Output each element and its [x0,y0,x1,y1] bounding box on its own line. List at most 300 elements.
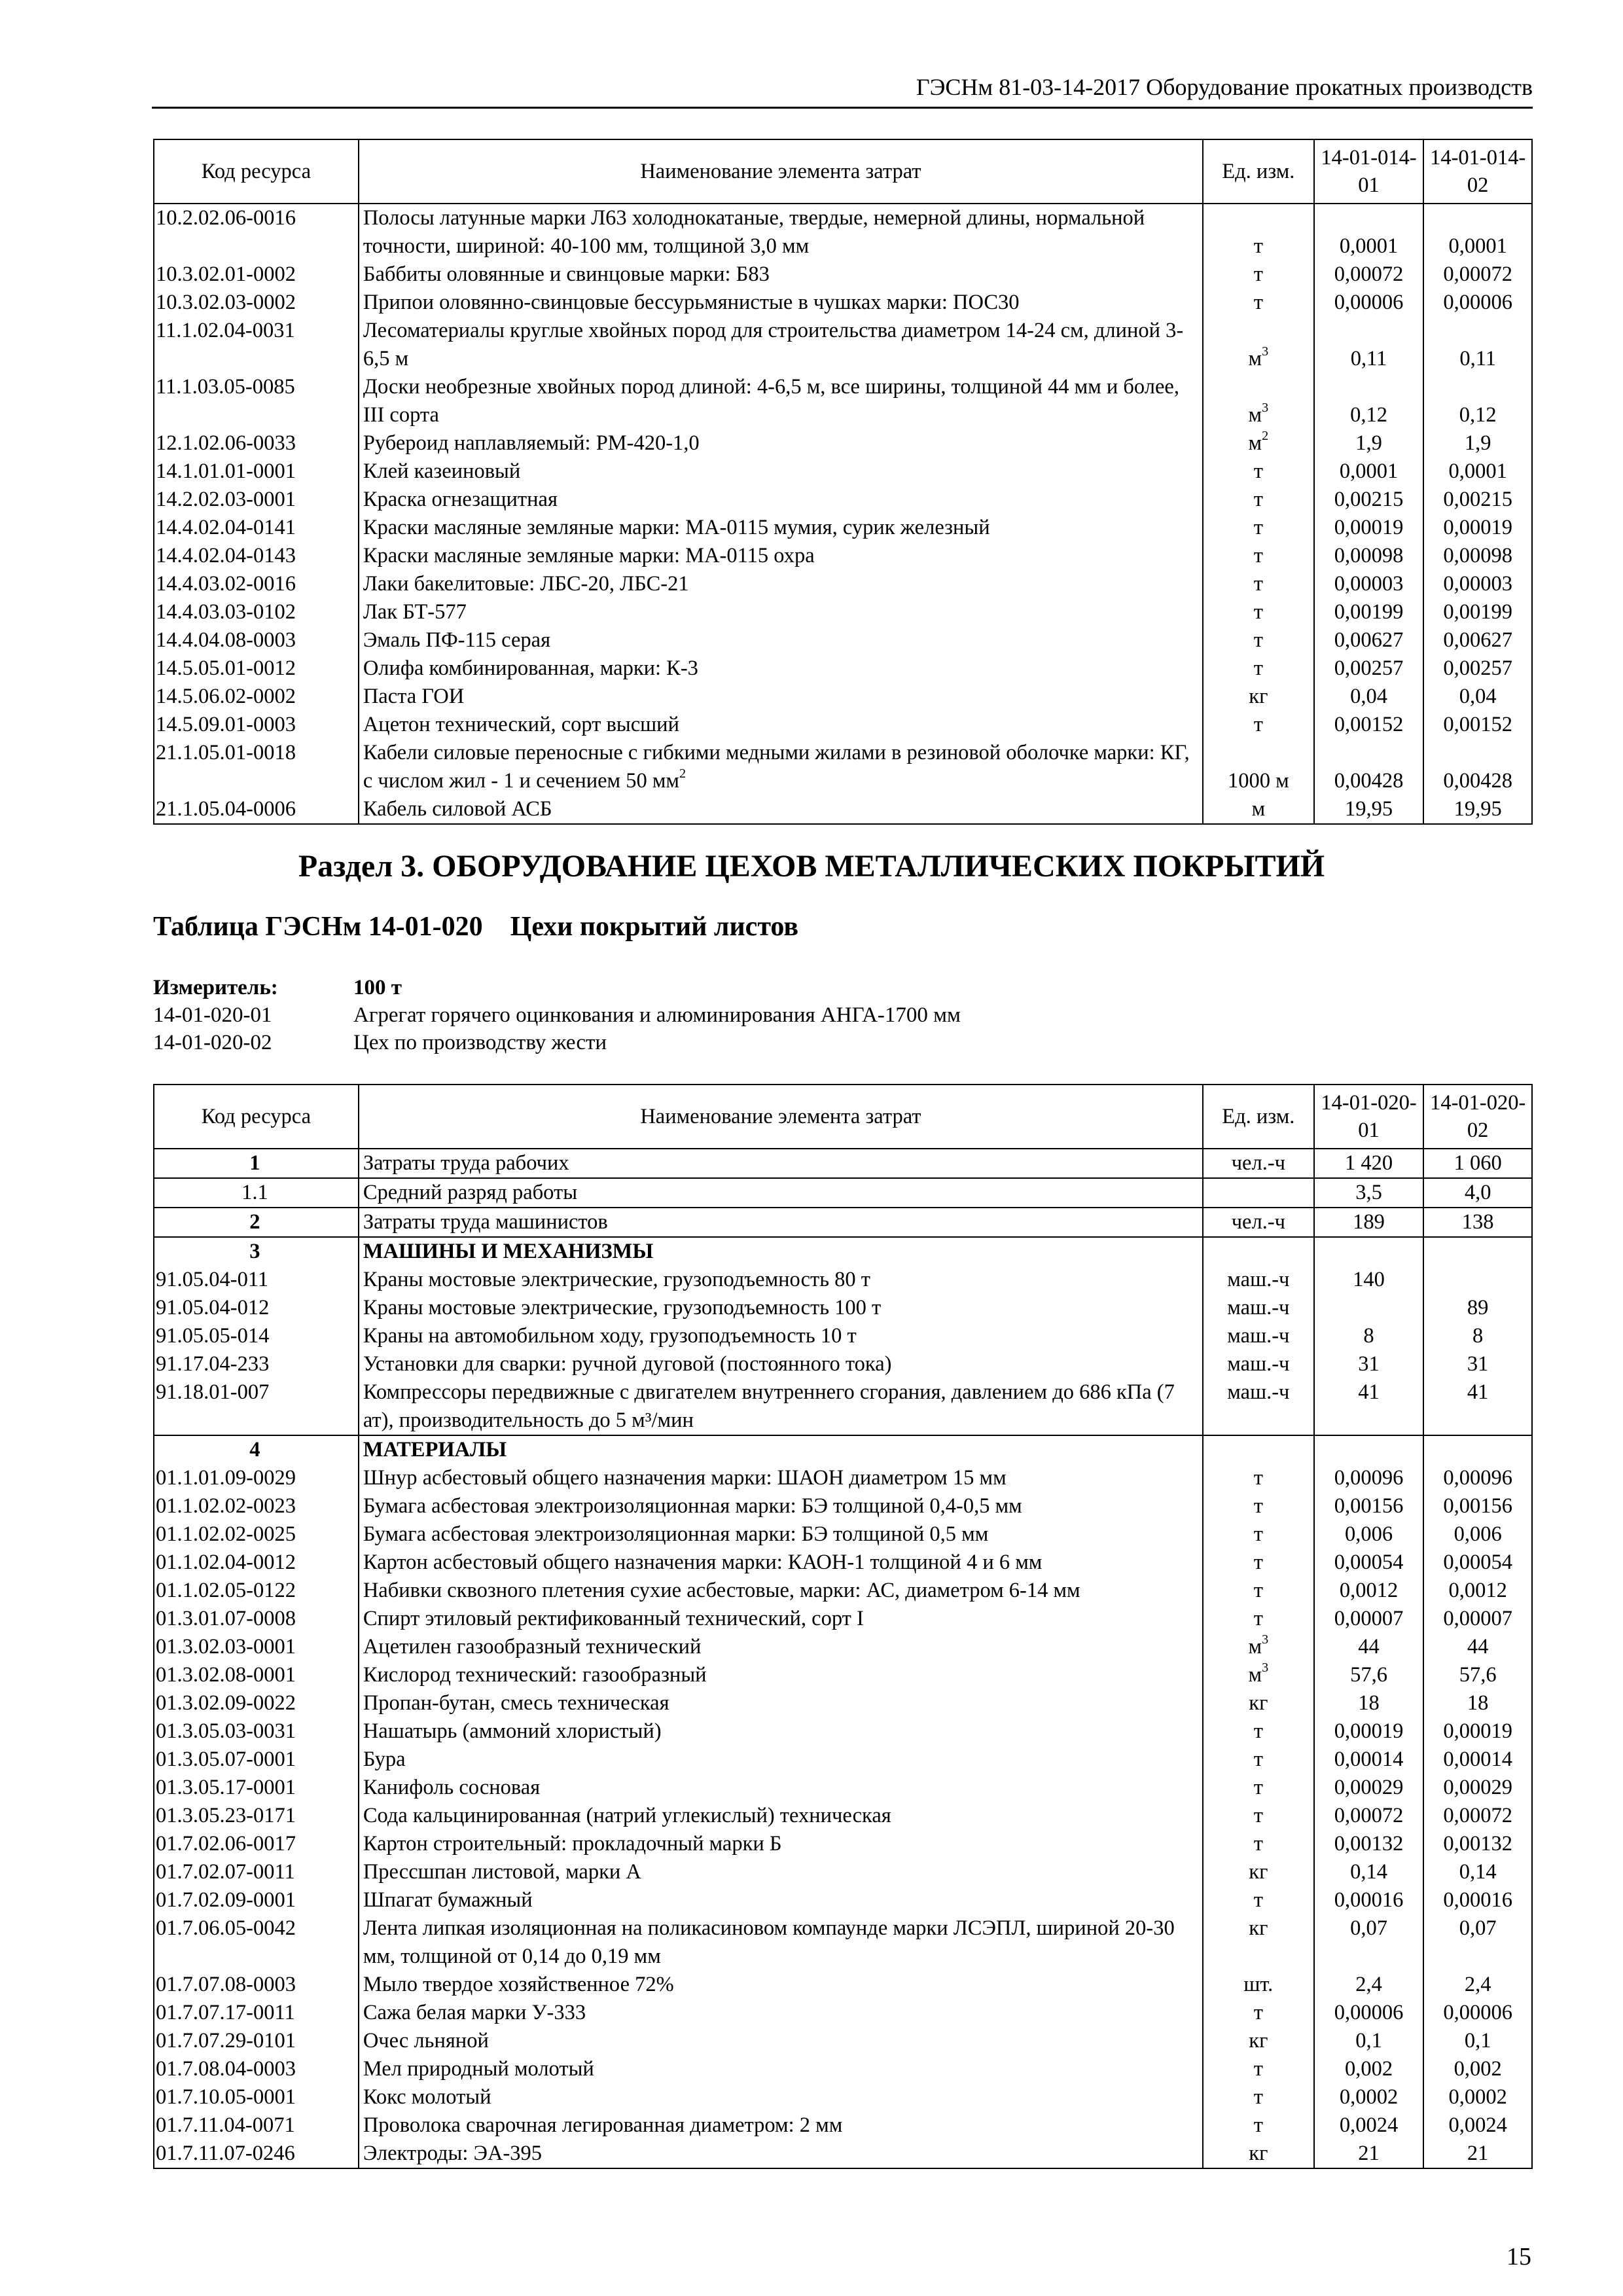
resource-code: 10.3.02.03-0002 [154,289,359,317]
table-row [154,570,1532,598]
table-row [154,486,1532,514]
resource-name-text: Бумага асбестовая электроизоляционная марки: БЭ толщиной 0,5 мм [363,1522,989,1546]
resource-code: 01.3.05.23-0171 [154,1802,359,1830]
resource-name [359,1774,1203,1802]
resource-value-1: 0,14 [1314,1858,1424,1886]
resource-name [359,683,1203,711]
resource-code: 91.05.04-012 [154,1294,359,1322]
table-row [154,1858,1532,1886]
resource-name-text: Шпагат бумажный [363,1888,533,1912]
resource-value-1: 0,0001 [1314,457,1424,486]
resource-unit [1203,1208,1314,1237]
resource-unit-text: т [1253,1466,1263,1490]
resource-name-text: Полосы латунные марки Л63 холоднокатаные, твердые, немерной длины, нормальной точности, шириной: 40-100 мм, толщиной 3,0 мм [363,206,1145,258]
resource-value-2: 0,00199 [1423,598,1532,626]
resource-value-2: 21 [1423,2140,1532,2168]
resource-value-2: 0,00096 [1423,1464,1532,1492]
resource-value-1: 0,00019 [1314,1717,1424,1746]
resource-name-text: Мыло твердое хозяйственное 72% [363,1973,674,1996]
resource-unit-text: т [1253,1494,1263,1518]
resource-value-1: 41 [1314,1378,1424,1435]
resource-value-1: 0,00215 [1314,486,1424,514]
resource-unit-text: кг [1249,1860,1268,1884]
resource-name-text: Рубероид наплавляемый: РМ-420-1,0 [363,431,700,455]
resource-code: 11.1.02.04-0031 [154,317,359,373]
table-row [154,457,1532,486]
table-row [154,626,1532,655]
col-header-name: Наименование элемента затрат [359,1085,1203,1149]
table-row [154,542,1532,570]
resource-name [359,289,1203,317]
resource-value-1: 18 [1314,1689,1424,1717]
table-row [154,1830,1532,1858]
resource-value-2: 0,0001 [1423,457,1532,486]
table-row [154,1971,1532,1999]
resource-value-2 [1423,1266,1532,1294]
table-row [154,1633,1532,1661]
resource-code: 11.1.03.05-0085 [154,373,359,429]
resource-unit-text: т [1253,1748,1263,1771]
resource-value-1: 0,002 [1314,2055,1424,2083]
table-row [154,1464,1532,1492]
resource-name [359,795,1203,824]
resource-unit-text: т [1253,1776,1263,1799]
resource-code: 14.1.01.01-0001 [154,457,359,486]
resource-unit-text: т [1253,488,1263,511]
running-header-title: ГЭСНм 81-03-14-2017 Оборудование прокатных производств [916,74,1533,100]
resource-value-1: 0,00199 [1314,598,1424,626]
resource-unit [1203,457,1314,486]
resource-unit-text: м [1248,431,1262,455]
resource-value-2: 41 [1423,1378,1532,1435]
resource-value-2: 0,006 [1423,1520,1532,1549]
resource-name [359,204,1203,260]
meter-row [153,974,961,1001]
resource-value-1: 0,0012 [1314,1577,1424,1605]
resource-value-1: 0,00156 [1314,1492,1424,1520]
resource-unit [1203,655,1314,683]
resource-unit [1203,204,1314,260]
resource-value-2: 0,00428 [1423,739,1532,795]
resource-value-2: 0,04 [1423,683,1532,711]
resource-code: 01.1.02.02-0023 [154,1492,359,1520]
table-row [154,1149,1532,1178]
resource-value-1: 0,00016 [1314,1886,1424,1914]
table-row [154,1208,1532,1237]
meter-item-name: Агрегат горячего оцинкования и алюминирования АНГА-1700 мм [353,1003,961,1027]
resource-unit-text: т [1253,1579,1263,1602]
resource-unit [1203,2140,1314,2168]
resource-value-2: 19,95 [1423,795,1532,824]
resource-unit [1203,1520,1314,1549]
table-row [154,598,1532,626]
meter-item [153,1029,961,1056]
resource-name [359,1914,1203,1971]
resource-unit [1203,1237,1314,1266]
table-row [154,1237,1532,1266]
resource-code: 21.1.05.04-0006 [154,795,359,824]
resource-name-text: Краны мостовые электрические, грузоподъемность 80 т [363,1268,871,1291]
resource-value-1: 1 420 [1314,1149,1424,1178]
table-row [154,429,1532,457]
resource-name [359,1208,1203,1237]
resource-name-text: Краска огнезащитная [363,488,558,511]
resource-table-014 [153,139,1533,825]
table-row [154,1520,1532,1549]
resource-unit [1203,1661,1314,1689]
resource-value-1: 0,00627 [1314,626,1424,655]
col-header-unit: Ед. изм. [1203,139,1314,204]
resource-value-1: 0,0024 [1314,2111,1424,2140]
resource-name-text: Краны на автомобильном ходу, грузоподъемность 10 т [363,1324,857,1348]
resource-name-text: Спирт этиловый ректификованный технический, сорт I [363,1607,864,1630]
resource-name-text: Лента липкая изоляционная на поликасиновом компаунде марки ЛСЭПЛ, шириной 20-30 мм, толщиной от 0,14 до 0,19 мм [363,1916,1175,1968]
resource-value-2: 0,11 [1423,317,1532,373]
resource-name [359,1322,1203,1350]
resource-code: 01.3.05.03-0031 [154,1717,359,1746]
resource-name-text: Картон строительный: прокладочный марки Б [363,1832,782,1856]
col-header-code: Код ресурса [154,1085,359,1149]
resource-name-text: Мел природный молотый [363,2057,594,2081]
table-title-name: Цехи покрытий листов [510,912,799,942]
resource-unit-text: т [1253,2057,1263,2081]
resource-value-2: 0,00016 [1423,1886,1532,1914]
meter-item [153,1001,961,1029]
resource-code: 01.1.02.05-0122 [154,1577,359,1605]
resource-name [359,626,1203,655]
resource-value-1: 0,0002 [1314,2083,1424,2111]
resource-unit-text: т [1253,572,1263,596]
resource-unit-text: т [1253,1832,1263,1856]
resource-value-2: 0,00627 [1423,626,1532,655]
resource-name-text: Компрессоры передвижные с двигателем внутреннего сгорания, давлением до 686 кПа (7 ат), производительность до 5 м³/мин [363,1380,1175,1432]
resource-unit-text: чел.-ч [1231,1151,1285,1175]
resource-unit [1203,1802,1314,1830]
resource-unit [1203,1689,1314,1717]
resource-unit-text: м [1248,1663,1262,1687]
resource-name [359,1149,1203,1178]
resource-value-2: 0,12 [1423,373,1532,429]
table-row [154,1746,1532,1774]
resource-name [359,260,1203,289]
resource-unit-text: т [1253,600,1263,624]
col-header-value-2: 14-01-014-02 [1423,139,1532,204]
resource-name [359,598,1203,626]
resource-value-2: 0,00029 [1423,1774,1532,1802]
resource-value-1: 140 [1314,1266,1424,1294]
resource-name-superscript: 2 [679,766,687,781]
resource-unit [1203,1605,1314,1633]
resource-unit-text: т [1253,234,1263,258]
table-row [154,1689,1532,1717]
resource-name-text: Припои оловянно-свинцовые бессурьмянистые в чушках марки: ПОС30 [363,291,1020,314]
col-header-unit: Ед. изм. [1203,1085,1314,1149]
resource-unit [1203,1178,1314,1208]
resource-unit-text: т [1253,1719,1263,1743]
resource-value-1: 0,00006 [1314,1999,1424,2027]
resource-unit-text: кг [1249,685,1268,708]
resource-value-1: 0,00257 [1314,655,1424,683]
resource-value-1: 0,1 [1314,2027,1424,2055]
resource-code: 2 [154,1208,359,1237]
resource-code: 01.3.02.03-0001 [154,1633,359,1661]
resource-code: 01.3.02.09-0022 [154,1689,359,1717]
resource-value-1: 0,00152 [1314,711,1424,739]
resource-name [359,429,1203,457]
table-row [154,1178,1532,1208]
resource-name [359,457,1203,486]
resource-name [359,1435,1203,1464]
resource-code: 10.3.02.01-0002 [154,260,359,289]
resource-name-text: Сода кальцинированная (натрий углекислый) техническая [363,1804,891,1827]
resource-value-2: 1,9 [1423,429,1532,457]
resource-name [359,711,1203,739]
meter-label: Измеритель: [153,976,278,999]
table-row [154,1774,1532,1802]
resource-unit [1203,570,1314,598]
resource-value-2 [1423,1237,1532,1266]
resource-unit-text: т [1253,1607,1263,1630]
resource-unit-text: т [1253,2113,1263,2137]
resource-unit [1203,1633,1314,1661]
resource-name-text: Краски масляные земляные марки: МА-0115 охра [363,544,815,567]
resource-code: 91.18.01-007 [154,1378,359,1435]
resource-name-text: Краны мостовые электрические, грузоподъемность 100 т [363,1296,882,1319]
table-row [154,2111,1532,2140]
resource-value-1: 8 [1314,1322,1424,1350]
resource-value-1: 0,00072 [1314,260,1424,289]
resource-name [359,1294,1203,1322]
resource-name [359,1378,1203,1435]
resource-name-text: Шнур асбестовый общего назначения марки: ШАОН диаметром 15 мм [363,1466,1007,1490]
resource-unit [1203,429,1314,457]
table-row [154,1294,1532,1322]
table-row [154,1378,1532,1435]
resource-name [359,1266,1203,1294]
resource-value-2: 18 [1423,1689,1532,1717]
resource-value-1: 0,00132 [1314,1830,1424,1858]
resource-unit [1203,514,1314,542]
resource-name-text: Клей казеиновый [363,459,521,483]
resource-unit-superscript: 3 [1262,1632,1269,1647]
resource-value-1: 0,00072 [1314,1802,1424,1830]
resource-name [359,373,1203,429]
resource-code: 01.7.07.08-0003 [154,1971,359,1999]
table-title [153,911,798,942]
resource-unit [1203,626,1314,655]
resource-name-text: Электроды: ЭА-395 [363,2142,543,2165]
resource-name-text: Затраты труда машинистов [363,1210,608,1234]
resource-code: 01.7.07.29-0101 [154,2027,359,2055]
resource-name-text: Эмаль ПФ-115 серая [363,628,551,652]
resource-value-2: 0,00019 [1423,1717,1532,1746]
resource-unit [1203,1549,1314,1577]
resource-value-1 [1314,1237,1424,1266]
table-row [154,2027,1532,2055]
resource-name [359,1999,1203,2027]
resource-unit-text: т [1253,1551,1263,1574]
table-row [154,204,1532,260]
resource-value-2: 0,00007 [1423,1605,1532,1633]
resource-code: 01.7.06.05-0042 [154,1914,359,1971]
resource-unit-text: маш.-ч [1227,1380,1290,1404]
resource-code: 01.1.02.04-0012 [154,1549,359,1577]
resource-name [359,514,1203,542]
resource-name [359,1661,1203,1689]
page-number: 15 [1507,2243,1531,2270]
resource-unit [1203,2111,1314,2140]
resource-value-1: 0,00029 [1314,1774,1424,1802]
resource-unit-text: кг [1249,1691,1268,1715]
resource-code: 21.1.05.01-0018 [154,739,359,795]
resource-unit [1203,795,1314,824]
resource-unit-text: т [1253,628,1263,652]
resource-name [359,1464,1203,1492]
resource-name [359,2083,1203,2111]
resource-value-2: 0,00006 [1423,289,1532,317]
resource-value-1: 0,12 [1314,373,1424,429]
meter-block [153,974,961,1056]
table-row [154,289,1532,317]
resource-unit-text: маш.-ч [1227,1296,1290,1319]
table-row [154,373,1532,429]
resource-name-text: Бумага асбестовая электроизоляционная марки: БЭ толщиной 0,4-0,5 мм [363,1494,1022,1518]
table-row [154,1605,1532,1633]
resource-unit [1203,289,1314,317]
resource-value-2: 4,0 [1423,1178,1532,1208]
resource-code: 14.5.05.01-0012 [154,655,359,683]
resource-code: 01.1.02.02-0025 [154,1520,359,1549]
resource-unit-text: м [1248,1635,1262,1659]
resource-value-2: 138 [1423,1208,1532,1237]
resource-value-1: 3,5 [1314,1178,1424,1208]
resource-value-2: 0,00152 [1423,711,1532,739]
resource-value-2: 0,0002 [1423,2083,1532,2111]
resource-code: 01.7.11.07-0246 [154,2140,359,2168]
resource-unit-superscript: 3 [1262,401,1269,416]
resource-code: 14.5.09.01-0003 [154,711,359,739]
resource-name [359,1858,1203,1886]
resource-unit [1203,1492,1314,1520]
resource-name [359,1549,1203,1577]
resource-unit [1203,1717,1314,1746]
resource-unit-text: маш.-ч [1227,1324,1290,1348]
resource-value-2: 0,00156 [1423,1492,1532,1520]
resource-table-020 [153,1084,1533,2169]
resource-value-2: 0,00098 [1423,542,1532,570]
resource-value-2: 1 060 [1423,1149,1532,1178]
resource-value-2: 0,00003 [1423,570,1532,598]
resource-name [359,1830,1203,1858]
resource-name [359,486,1203,514]
resource-name-text: Очес льняной [363,2029,489,2053]
table-row [154,1266,1532,1294]
meter-item-code: 14-01-020-01 [153,1003,272,1027]
resource-code: 01.3.01.07-0008 [154,1605,359,1633]
resource-unit [1203,2027,1314,2055]
resource-value-2: 0,1 [1423,2027,1532,2055]
resource-value-2: 0,00257 [1423,655,1532,683]
resource-value-2: 0,00132 [1423,1830,1532,1858]
resource-code: 1 [154,1149,359,1178]
resource-name-text: Средний разряд работы [363,1181,578,1204]
resource-value-1: 0,00003 [1314,570,1424,598]
resource-name-text: Набивки сквозного плетения сухие асбестовые, марки: АС, диаметром 6-14 мм [363,1579,1080,1602]
resource-value-2: 0,00006 [1423,1999,1532,2027]
table-row [154,2083,1532,2111]
table-row [154,1577,1532,1605]
resource-unit [1203,2083,1314,2111]
resource-name-text: Краски масляные земляные марки: МА-0115 мумия, сурик железный [363,516,990,539]
resource-code: 91.17.04-233 [154,1350,359,1378]
resource-name [359,739,1203,795]
resource-code: 14.4.02.04-0143 [154,542,359,570]
table-row [154,1435,1532,1464]
resource-unit-text: т [1253,656,1263,680]
resource-name [359,542,1203,570]
col-header-code: Код ресурса [154,139,359,204]
resource-value-2: 31 [1423,1350,1532,1378]
resource-unit [1203,1294,1314,1322]
resource-unit [1203,711,1314,739]
resource-unit [1203,1350,1314,1378]
resource-name-text: Лесоматериалы круглые хвойных пород для строительства диаметром 14-24 см, длиной 3-6,5 м [363,319,1184,370]
resource-value-2: 0,002 [1423,2055,1532,2083]
resource-code: 01.3.02.08-0001 [154,1661,359,1689]
resource-name-text: Ацетилен газообразный технический [363,1635,702,1659]
resource-name-text: Прессшпан листовой, марки А [363,1860,641,1884]
resource-value-1: 0,00006 [1314,289,1424,317]
table-body [154,204,1532,824]
resource-name-text: Лак БТ-577 [363,600,467,624]
resource-value-1: 57,6 [1314,1661,1424,1689]
resource-value-1: 19,95 [1314,795,1424,824]
resource-unit [1203,1378,1314,1435]
resource-code: 01.3.05.07-0001 [154,1746,359,1774]
table-row [154,1886,1532,1914]
resource-name [359,2055,1203,2083]
table-row [154,2140,1532,2168]
resource-name-text: Олифа комбинированная, марки: К-3 [363,656,698,680]
resource-name [359,1178,1203,1208]
resource-unit [1203,1774,1314,1802]
resource-unit-text: м [1248,403,1262,427]
resource-name-text: Кокс молотый [363,2085,491,2109]
resource-name-text: Установки для сварки: ручной дуговой (постоянного тока) [363,1352,892,1376]
resource-code: 91.05.04-011 [154,1266,359,1294]
resource-name-text: Ацетон технический, сорт высший [363,713,679,736]
resource-unit-text: т [1253,459,1263,483]
resource-unit [1203,1464,1314,1492]
resource-name-text: Затраты труда рабочих [363,1151,569,1175]
resource-unit [1203,1886,1314,1914]
resource-value-2: 0,0001 [1423,204,1532,260]
resource-code: 01.1.01.09-0029 [154,1464,359,1492]
resource-value-2: 0,14 [1423,1858,1532,1886]
resource-value-1: 0,07 [1314,1914,1424,1971]
resource-unit-text: т [1253,262,1263,286]
resource-name-text: МАШИНЫ И МЕХАНИЗМЫ [363,1240,654,1263]
resource-name [359,2111,1203,2140]
resource-unit [1203,1149,1314,1178]
resource-name-text: Кабель силовой АСБ [363,797,552,821]
resource-name [359,1689,1203,1717]
resource-unit-superscript: 3 [1262,1660,1269,1676]
resource-unit [1203,739,1314,795]
resource-code: 91.05.05-014 [154,1322,359,1350]
table-row [154,1717,1532,1746]
resource-unit-text: чел.-ч [1231,1210,1285,1234]
